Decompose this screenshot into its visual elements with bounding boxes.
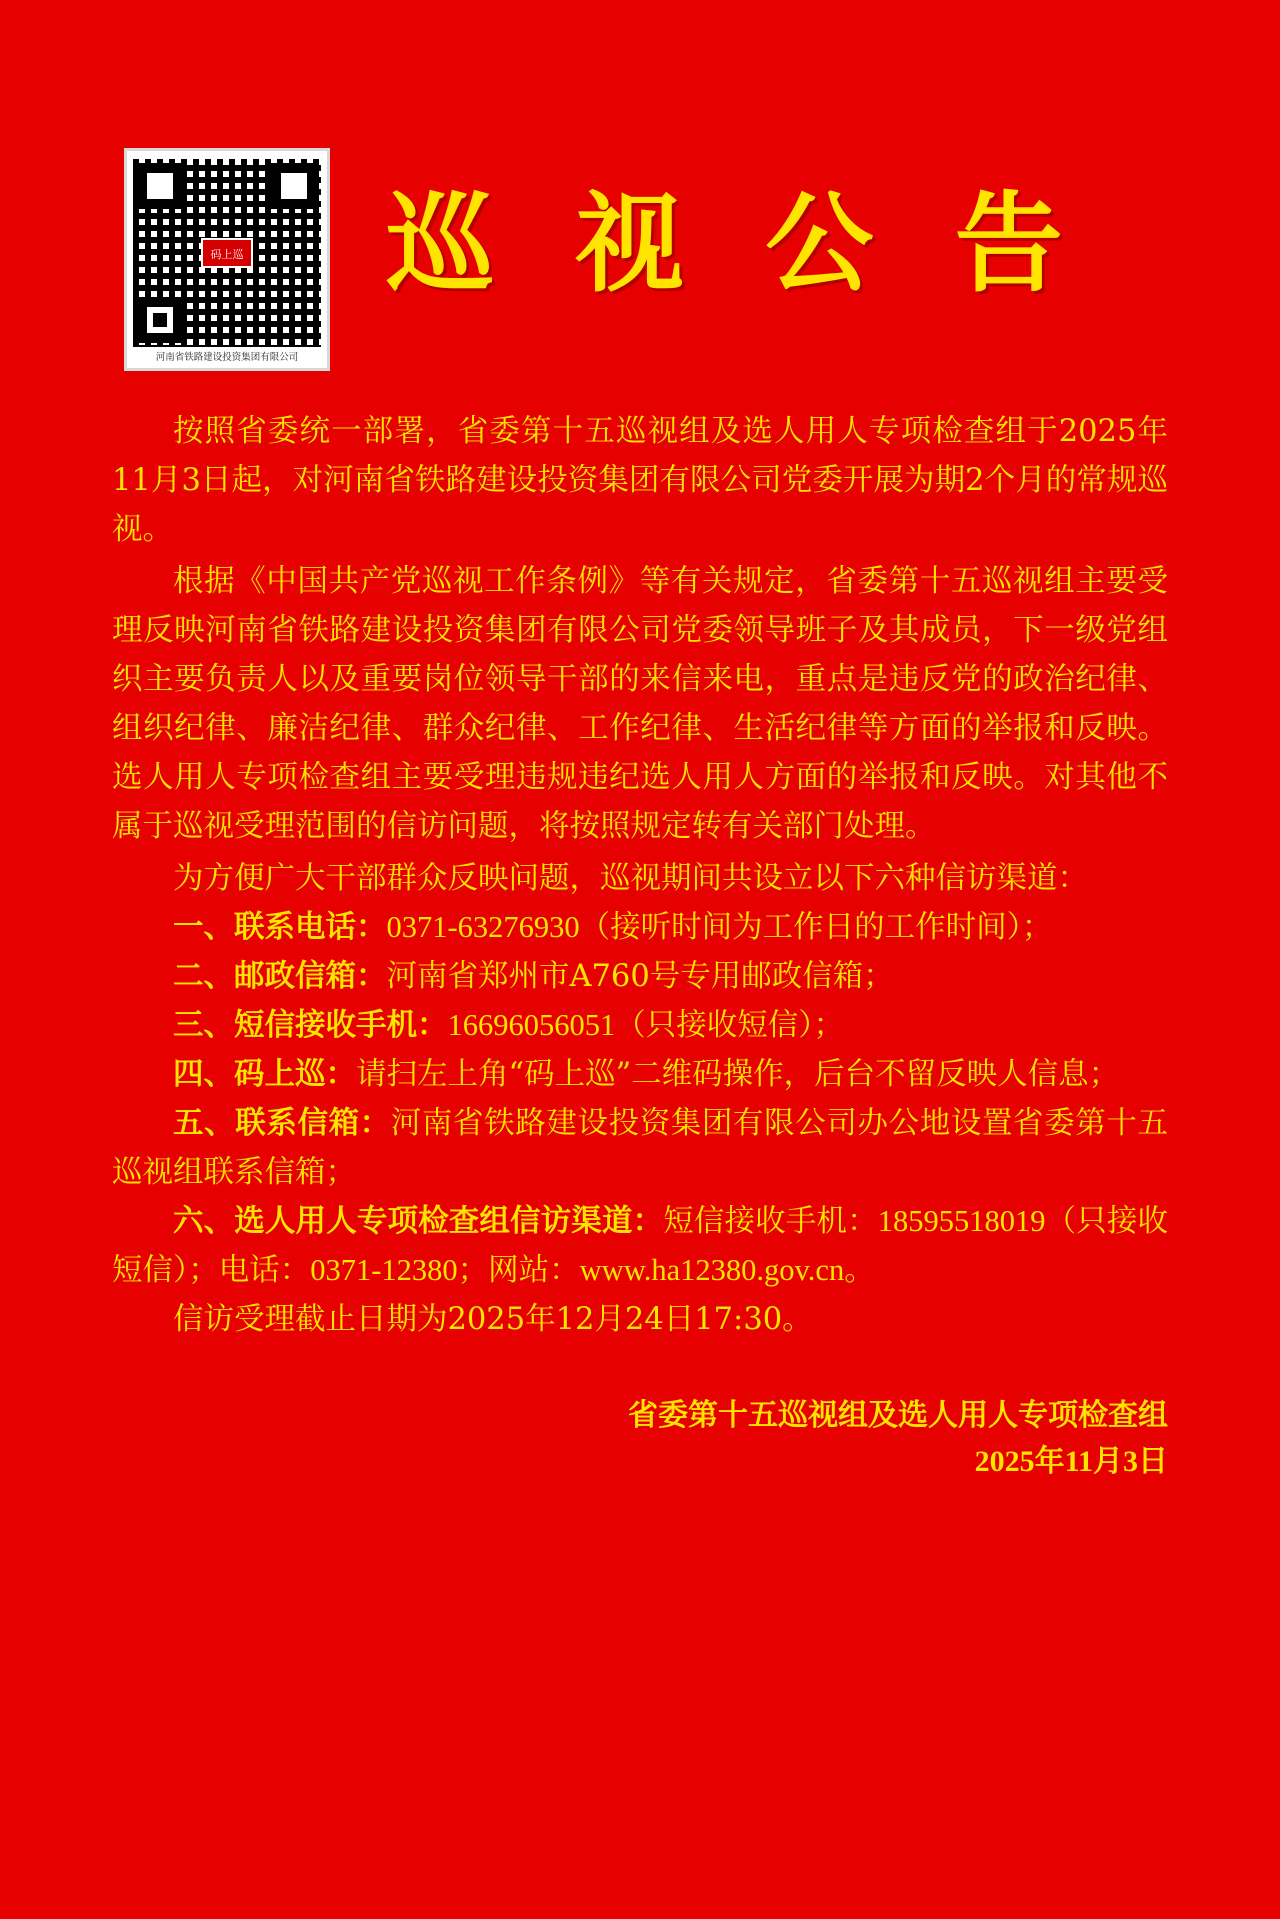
channel-label-2: 二、邮政信箱： (173, 958, 387, 994)
channel-value-1: 0371-63276930（接听时间为工作日的工作时间）； (386, 910, 1053, 944)
signature-date: 2025年11月3日 (974, 1445, 1168, 1478)
qr-finder-bottom-left (137, 297, 183, 343)
channel-item-6 (112, 1197, 1168, 1295)
qr-center-label: 码上巡 (201, 238, 253, 268)
channel-item-3 (112, 1001, 1168, 1050)
qr-code-image[interactable] (133, 159, 321, 347)
poster-body (0, 371, 1280, 1344)
qr-caption: 河南省铁路建设投资集团有限公司 (155, 352, 299, 363)
channel-value-2: 河南省郑州市A760号专用邮政信箱； (386, 959, 894, 994)
qr-code-block (124, 148, 330, 371)
channel-item-4 (112, 1050, 1168, 1099)
paragraph-1: 按照省委统一部署，省委第十五巡视组及选人用人专项检查组于2025年11月3日起，对河南省铁路建设投资集团有限公司党委开展为期2个月的常规巡视。 (112, 414, 1168, 547)
signature-organization: 省委第十五巡视组及选人用人专项检查组 (628, 1399, 1168, 1432)
channel-label-3: 三、短信接收手机： (173, 1007, 448, 1043)
channel-label-4: 四、码上巡： (173, 1056, 356, 1092)
channel-label-6: 六、选人用人专项检查组信访渠道： (173, 1203, 664, 1239)
deadline-text: 信访受理截止日期为2025年12月24日17:30。 (173, 1302, 813, 1337)
channel-item-5 (112, 1099, 1168, 1197)
poster-header (0, 0, 1280, 371)
paragraph-3: 为方便广大干部群众反映问题，巡视期间共设立以下六种信访渠道： (173, 861, 1088, 896)
channel-label-1: 一、联系电话： (173, 909, 387, 945)
channel-item-1 (112, 903, 1168, 952)
paragraph-2: 根据《中国共产党巡视工作条例》等有关规定，省委第十五巡视组主要受理反映河南省铁路建设投资集团有限公司党委领导班子及其成员，下一级党组织主要负责人以及重要岗位领导干部的来信来电，重点是违反党的政治纪律、组织纪律、廉洁纪律、群众纪律、工作纪律、生活纪律等方面的举报和反映。选人用人专项检查组主要受理违规违纪选人用人方面的举报和反映。对其他不属于巡视受理范围的信访问题，将按照规定转有关部门处理。 (112, 564, 1168, 844)
channel-item-2 (112, 952, 1168, 1001)
channel-value-4: 请扫左上角“码上巡”二维码操作，后台不留反映人信息； (356, 1057, 1120, 1092)
channel-value-6: 短信接收手机：18595518019（只接收短信）；电话：0371-12380；网站：www.ha12380.gov.cn。 (112, 1204, 1169, 1287)
channel-value-5: 河南省铁路建设投资集团有限公司办公地设置省委第十五巡视组联系信箱； (112, 1106, 1169, 1190)
page-title: 巡 视 公 告 (386, 181, 1085, 307)
channel-value-3: 16696056051（只接收短信）； (447, 1008, 844, 1042)
channel-label-5: 五、联系信箱： (173, 1105, 391, 1141)
